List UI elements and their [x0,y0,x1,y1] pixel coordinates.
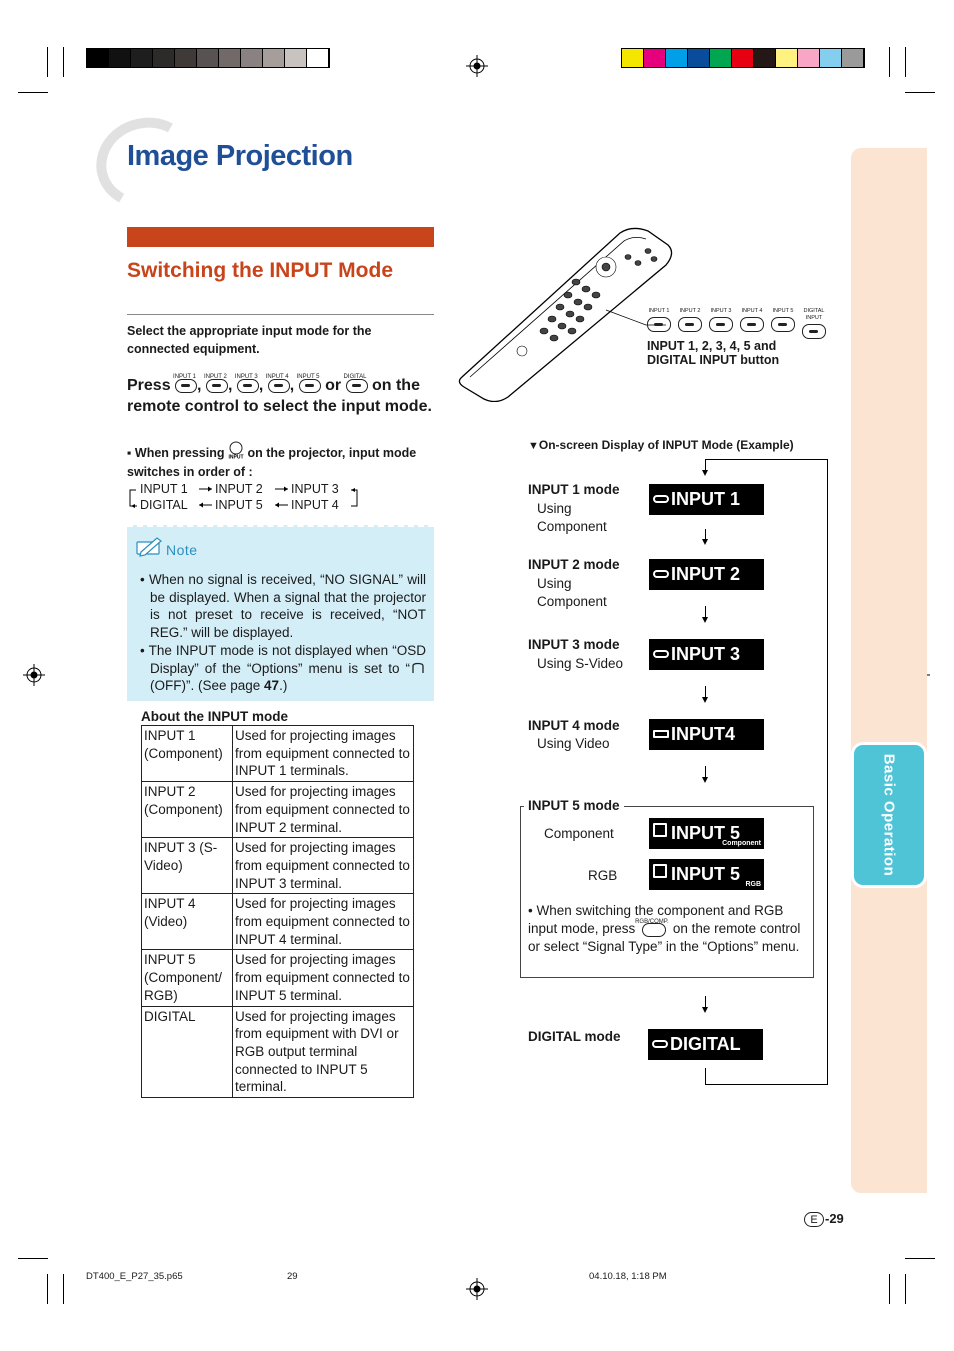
osd-text: INPUT 1 [671,489,741,509]
color-bar [820,49,842,67]
projector-button-note [127,441,435,482]
grey-bar [153,49,175,67]
grey-bar [263,49,285,67]
mode-source: Using Component [537,501,607,534]
order-item: INPUT 3 [291,482,339,496]
osd-heading-text: On-screen Display of INPUT Mode (Example) [538,438,794,452]
crop-mark [905,1258,935,1259]
triangle-marker-icon: ▼ [528,440,539,452]
osd-off-icon [410,662,426,675]
about-table-title: About the INPUT mode [141,709,288,724]
color-calibration-bars [621,48,865,68]
description-cell: Used for projecting images from equipment with DVI or RGB output terminal connected to INPUT 5 terminal. [233,1006,414,1098]
osd-heading [528,438,794,452]
color-bar [710,49,732,67]
crop-mark [889,1274,890,1304]
page-title: Image Projection [127,140,353,172]
section-title: Switching the INPUT Mode [127,259,393,282]
page-number-text: -29 [825,1211,844,1226]
order-item: INPUT 4 [291,498,339,512]
order-item: INPUT 1 [140,482,188,496]
remote-button [646,308,672,339]
mode-cell: INPUT 3 (S-Video) [142,838,233,894]
section-intro: Select the appropriate input mode for the connected equipment. [127,324,372,356]
input5-component-label: Component [544,826,614,841]
footer-date: 04.10.18, 1:18 PM [589,1271,667,1282]
note-list [140,571,426,695]
flow-rail [827,459,828,1085]
color-bar [622,49,644,67]
mode-source: Using Component [537,576,607,609]
remote-button [708,308,734,339]
input5-note [528,902,808,955]
projector-input-button-icon [228,441,244,459]
press-word: Press [127,377,171,394]
input5-button-icon: INPUT 5 [299,375,321,396]
bullet-text-continued: on the projector, input mode switches in order of : [127,446,417,479]
description-cell: Used for projecting images from equipment connected to INPUT 4 terminal. [233,894,414,950]
grey-bar [241,49,263,67]
grey-bar [219,49,241,67]
input-icon [652,1040,668,1048]
mode-source: Using Video [537,736,610,751]
osd-digital-screen [648,1029,763,1060]
note-text: When no signal is received, “NO SIGNAL” will be displayed. When a signal that the projector is not preset to receive is received, “NOT REG.” will be displayed. [148,572,426,641]
color-bar [688,49,710,67]
remote-button-label: INPUT 2 [679,308,701,314]
osd-text: INPUT 2 [671,564,741,584]
crop-mark [905,1274,906,1304]
osd-subtag: RGB [745,881,761,888]
about-input-table [141,725,414,1098]
flow-rail [705,459,828,460]
grey-calibration-bars [86,48,330,68]
footer-file: DT400_E_P27_35.p65 [86,1271,183,1282]
side-tab-basic-operation [851,742,927,888]
osd-input1-screen [649,484,764,515]
osd-text: INPUT4 [671,724,736,744]
input3-button-icon: INPUT 3 [237,375,259,396]
remote-input-buttons [646,308,827,339]
osd-text: INPUT 5 [671,864,741,884]
color-bar [776,49,798,67]
remote-control-illustration [456,227,676,402]
mode-label: INPUT 3 mode [528,637,620,652]
mode-cell: INPUT 2 (Component) [142,782,233,838]
grey-bar [109,49,131,67]
pencil-note-icon [135,536,163,558]
description-cell: Used for projecting images from equipment connected to INPUT 2 terminal. [233,782,414,838]
osd-input5-rgb-screen [649,859,764,890]
rgb-icon [653,823,667,837]
input2-button-icon: INPUT 2 [206,375,228,396]
table-row [142,950,414,1006]
grey-bar [307,49,329,67]
page-reference: 47 [264,678,280,694]
crop-mark [63,47,64,77]
press-instruction: Press INPUT 1 , INPUT 2 , INPUT 3 , INPUT 4 , INPUT 5 or DIGITAL on the remote control to select the input mode. [127,374,432,415]
mode-label: DIGITAL mode [528,1029,621,1044]
side-tab-label: Basic Operation [880,753,898,877]
flow-arrow [705,606,706,621]
remote-button-label: INPUT 3 [710,308,732,314]
order-item: INPUT 2 [215,482,263,496]
mode-label: INPUT 5 mode [524,798,624,813]
order-item: INPUT 5 [215,498,263,512]
input5-note-text: • When switching the component and RGB input mode, press [528,903,784,936]
bullet-text: ▪ When pressing [127,446,225,460]
grey-bar [175,49,197,67]
osd-input3-screen [649,639,764,670]
crop-mark [47,47,48,77]
remote-button [801,308,827,339]
note-text: The INPUT mode is not displayed when “OSD Display” of the “Options” menu is set to “ [148,642,427,676]
remote-button [770,308,796,339]
table-row [142,726,414,782]
color-bar [798,49,820,67]
rgb-icon [653,864,667,878]
note-label: Note [166,542,198,558]
flow-rail [705,1068,706,1085]
description-cell: Used for projecting images from equipment connected to INPUT 3 terminal. [233,838,414,894]
press-rest: on the remote control to select the input mode. [127,377,432,415]
crop-mark [18,92,48,93]
rgb-comp-label: RGB/COMP. [635,919,669,926]
digital-input-button-icon: DIGITAL [346,375,368,396]
table-row [142,838,414,894]
osd-input5-component-screen [649,818,764,849]
mode-label: INPUT 4 mode [528,718,620,733]
crop-mark [63,1274,64,1304]
color-bar [666,49,688,67]
osd-input2-screen [649,559,764,590]
order-item: DIGITAL [140,498,188,512]
color-bar [754,49,776,67]
mode-source: Using S-Video [537,656,624,671]
flow-arrow [705,766,706,781]
section-divider [127,314,434,315]
note-item: • When no signal is received, “NO SIGNAL” will be displayed. When a signal that the projector is not preset to receive is received, “NOT REG.” will be displayed. [140,572,426,641]
table-row [142,894,414,950]
crop-mark [889,47,890,77]
note-text: (OFF)”. (See page [150,678,265,694]
note-text: .) [279,678,288,694]
mode-cell: INPUT 4 (Video) [142,894,233,950]
osd-text: INPUT 5 [671,823,741,843]
flow-arrow [705,686,706,701]
input5-note-text: on the remote control or select “Signal Type” in the “Options” menu. [528,920,801,954]
remote-button-label: INPUT 4 [741,308,763,314]
grey-bar [285,49,307,67]
remote-button-label: INPUT 5 [772,308,794,314]
table-row [142,782,414,838]
description-cell: Used for projecting images from equipment connected to INPUT 1 terminals. [233,726,414,782]
projector-input-label: INPUT [228,454,244,459]
input-button-icon [709,317,733,332]
press-or: or [325,377,342,394]
grey-bar [87,49,109,67]
crop-mark [905,92,935,93]
input4-button-icon: INPUT 4 [268,375,290,396]
video-icon [653,730,669,738]
input-button-icon [802,324,826,339]
side-tab [851,148,927,1193]
color-bar [644,49,666,67]
page-number [804,1211,844,1227]
flow-arrow [705,459,706,474]
input-button-icon [771,317,795,332]
footer-page: 29 [287,1271,298,1282]
flow-arrow [705,529,706,543]
mode-cell: DIGITAL [142,1006,233,1098]
mode-label: INPUT 2 mode [528,557,620,572]
color-bar [842,49,864,67]
registration-mark-icon [23,664,45,686]
grey-bar [131,49,153,67]
rgb-comp-button-icon [635,919,669,936]
description-cell: Used for projecting images from equipment connected to INPUT 5 terminal. [233,950,414,1006]
table-row [142,1006,414,1098]
crop-mark [905,47,906,77]
osd-text: INPUT 3 [671,644,741,664]
crop-mark [47,1274,48,1304]
remote-button-label: INPUT 1 [648,308,670,314]
remote-button-label: DIGITAL INPUT [803,308,825,321]
note-item: • The INPUT mode is not displayed when “OSD Display” of the “Options” menu is set to “ (OFF)”. (See page 47.) [140,642,427,694]
crop-mark [18,1258,48,1259]
input-icon [653,570,669,578]
color-bar [732,49,754,67]
osd-input4-screen [649,719,764,750]
input-button-icon [647,317,671,332]
registration-mark-icon [466,55,488,77]
section-bar [127,227,434,247]
svideo-icon [653,650,669,658]
mode-label: INPUT 1 mode [528,482,620,497]
osd-text: DIGITAL [670,1034,741,1054]
input-button-icon [740,317,764,332]
page-letter: E [804,1212,824,1227]
input1-button-icon: INPUT 1 [175,375,197,396]
remote-button [739,308,765,339]
osd-subtag: Component [722,840,761,847]
input5-rgb-label: RGB [588,868,618,883]
mode-cell: INPUT 5 (Component/ RGB) [142,950,233,1006]
input-icon [653,495,669,503]
remote-buttons-caption: INPUT 1, 2, 3, 4, 5 and DIGITAL INPUT button [647,339,780,367]
grey-bar [197,49,219,67]
flow-arrow [705,996,706,1011]
flow-rail [705,1084,828,1085]
remote-button [677,308,703,339]
mode-cell: INPUT 1 (Component) [142,726,233,782]
input-button-icon [678,317,702,332]
registration-mark-icon [466,1278,488,1300]
